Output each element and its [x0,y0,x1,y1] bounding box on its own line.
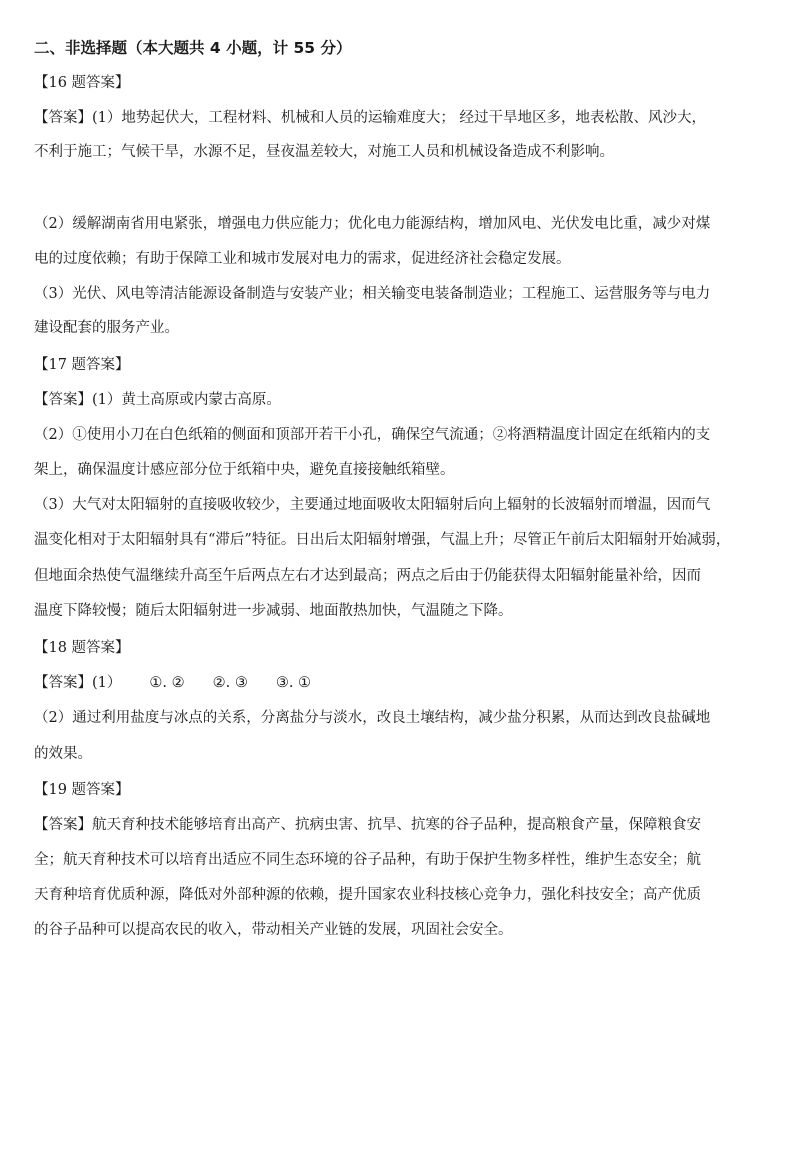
q18-blank-2: ②. ③ [212,675,248,691]
q18-title: 【18 题答案】 [34,640,130,656]
q17-answer-1: 【答案】(1）黄土高原或内蒙古高原。 [34,392,281,408]
q17-title: 【17 题答案】 [34,357,130,373]
q19-title: 【19 题答案】 [34,782,130,798]
q17-answer-2-line-2: 架上，确保温度计感应部分位于纸箱中央，避免直接接触纸箱壁。 [34,462,455,478]
q18-answer-1 [34,673,774,693]
q19-answer-line-3: 天育种培育优质种源，降低对外部种源的依赖，提升国家农业科技核心竞争力，强化科技安全；高产优质 [34,887,701,903]
q16-title: 【16 题答案】 [34,75,130,91]
q16-answer-3-line-2: 建设配套的服务产业。 [34,320,179,336]
q18-answer-1-prefix: 【答案】(1） [34,675,122,691]
q19-answer-line-2: 全；航天育种技术可以培育出适应不同生态环境的谷子品种，有助于保护生物多样性，维护生态安全；航 [34,852,701,868]
q16-answer-1-line-1: 【答案】(1）地势起伏大，工程材料、机械和人员的运输难度大； 经过干旱地区多，地表松散、风沙大， [34,110,706,126]
q16-answer-2-line-2: 电的过度依赖；有助于保障工业和城市发展对电力的需求，促进经济社会稳定发展。 [34,251,571,267]
q16-answer-3-line-1: （3）光伏、风电等清洁能源设备制造与安装产业；相关输变电装备制造业；工程施工、运营服务等与电力 [34,286,711,302]
q19-answer-line-1: 【答案】航天育种技术能够培育出高产、抗病虫害、抗旱、抗寒的谷子品种，提高粮食产量，保障粮食安 [34,817,701,833]
q17-answer-3-line-1: （3）大气对太阳辐射的直接吸收较少，主要通过地面吸收太阳辐射后向上辐射的长波辐射而增温，因而气 [34,497,711,513]
q18-blank-3: ③. ① [275,675,312,691]
q19-answer-line-4: 的谷子品种可以提高农民的收入，带动相关产业链的发展，巩固社会安全。 [34,922,513,938]
q18-answer-2-line-2: 的效果。 [34,746,92,762]
q18-answer-2-line-1: （2）通过利用盐度与冰点的关系，分离盐分与淡水，改良土壤结构，减少盐分积累，从而达到改良盐碱地 [34,710,711,726]
q16-answer-2-line-1: （2）缓解湖南省用电紧张，增强电力供应能力；优化电力能源结构，增加风电、光伏发电比重，减少对煤 [34,216,711,232]
q18-blank-1: ①. ② [149,675,185,691]
q17-answer-2-line-1: （2）①使用小刀在白色纸箱的侧面和顶部开若干小孔，确保空气流通；②将酒精温度计固定在纸箱内的支 [34,427,711,443]
q16-answer-1-line-2: 不利于施工；气候干旱，水源不足，昼夜温差较大，对施工人员和机械设备造成不利影响。 [34,144,614,160]
q17-answer-3-line-2: 温变化相对于太阳辐射具有“滞后”特征。日出后太阳辐射增强，气温上升；尽管正午前后太阳辐射开始减弱， [34,532,731,548]
section-heading: 二、非选择题（本大题共 4 小题，计 55 分） [34,39,352,57]
q17-answer-3-line-4: 温度下降较慢；随后太阳辐射进一步减弱、地面散热加快，气温随之下降。 [34,603,513,619]
q17-answer-3-line-3: 但地面余热使气温继续升高至午后两点左右才达到最高；两点之后由于仍能获得太阳辐射能量补给，因而 [34,568,701,584]
